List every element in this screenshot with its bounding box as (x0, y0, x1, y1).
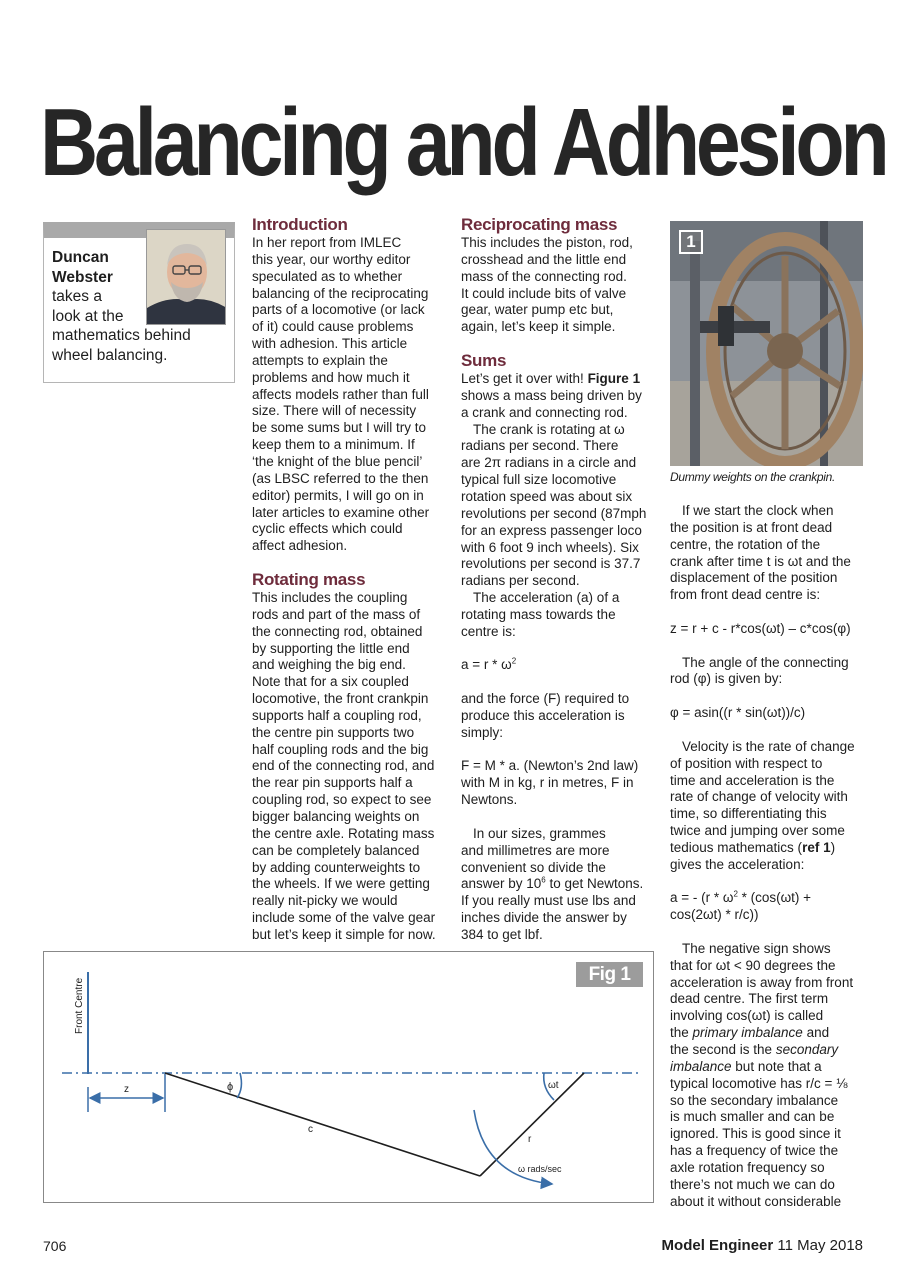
text-line: the connecting rod, obtained (252, 623, 423, 639)
text-line: balancing of the reciprocating (252, 285, 429, 301)
text-line: (as LBSC referred to the then (252, 470, 429, 486)
text-line: typical locomotive has r/c = ⅛ (670, 1075, 848, 1091)
photo-badge: 1 (679, 230, 703, 254)
rotating-text (252, 590, 447, 944)
text-line: by supporting the little end (252, 640, 410, 656)
text-line: centre, the rotation of the (670, 536, 821, 552)
text-line: really nit-picky we would (252, 893, 398, 909)
author-box (43, 222, 235, 383)
text-line: again, let’s keep it simple. (461, 319, 616, 335)
text-line: typical full size locomotive (461, 472, 617, 488)
text-line: displacement of the position (670, 570, 838, 586)
text-line: bigger balancing weights on (252, 809, 420, 824)
text-line: are 2π radians in a circle and (461, 455, 637, 471)
text-line: centre is: (461, 623, 516, 639)
photo-caption: Dummy weights on the crankpin. (670, 470, 836, 484)
equation-acc-1: a = - ($r * \omega^2 * (\cos(\omega t)$ + (670, 889, 812, 906)
text-line: a crank and connecting rod. (461, 404, 628, 420)
text-line: shows a mass being driven by (461, 387, 642, 403)
author-line: takes a (52, 288, 102, 306)
text-line: the wheels. If we were getting (252, 876, 430, 892)
issue-date: 11 May 2018 (773, 1237, 863, 1254)
column-2 (461, 214, 656, 944)
text-line: In our sizes, grammes (473, 825, 606, 841)
text-line: half coupling rods and the big (252, 741, 429, 757)
text-line: rod (φ) is given by: (670, 671, 783, 687)
text-line: convenient so divide the (461, 859, 606, 875)
label-r: r (528, 1134, 532, 1145)
text-line: gear, water pump etc but, (461, 302, 614, 318)
label-front-centre: Front Centre (74, 977, 85, 1034)
author-line: wheel balancing. (52, 346, 168, 364)
label-omega-rads: ω rads/sec (518, 1164, 562, 1174)
text-line: revolutions per second (87mph (461, 505, 647, 521)
text-line: speculated as to whether (252, 268, 403, 284)
text-line: mass of the connecting rod. (461, 268, 627, 284)
text-line: problems and how much it (252, 369, 410, 385)
text-line: In her report from IMLEC (252, 235, 402, 250)
text-line: dead centre. The first term (670, 991, 829, 1007)
text-line: with adhesion. This article (252, 336, 408, 352)
imbalance-line: imbalance but note that a (670, 1058, 822, 1074)
magazine-name: Model Engineer (661, 1237, 774, 1254)
velocity-last-line: gives the acceleration: (670, 856, 805, 872)
velocity-text (670, 739, 865, 840)
text-line: The crank is rotating at ω (473, 421, 625, 437)
text-line: produce this acceleration is (461, 707, 625, 723)
sizes-line: answer by $10^6$ to get Newtons. (461, 875, 644, 892)
sums-line: Let’s get it over with! Figure 1 (461, 371, 641, 387)
equation-f (461, 758, 656, 809)
heading-reciprocating-mass: Reciprocating mass (461, 215, 618, 234)
text-line: The negative sign shows (682, 940, 831, 956)
text-line: 384 to get lbf. (461, 926, 543, 942)
text-line: with 6 foot 9 inch wheels). Six (461, 539, 639, 555)
text-line: locomotive, the front crankpin (252, 691, 429, 707)
label-omega-t: ωt (548, 1080, 559, 1091)
sums-text-c (461, 590, 656, 641)
column-1 (252, 214, 447, 944)
sizes-text-a (461, 826, 656, 877)
equation-a: $a = r * \omega^2$ (461, 656, 517, 673)
connecting-rod (165, 1073, 480, 1176)
start-text (670, 503, 865, 604)
angle-text (670, 655, 865, 689)
force-text (461, 691, 656, 742)
text-line: inches divide the answer by (461, 910, 627, 926)
negative-text-a (670, 941, 865, 1025)
negative-text-b (670, 1076, 865, 1211)
text-line: and millimetres are more (461, 842, 610, 858)
page-title: Balancing and Adhesion (40, 89, 886, 196)
author-line: look at the (52, 307, 124, 325)
text-line: F = M * a. (Newton’s 2nd law) (461, 758, 639, 774)
text-line: the centre axle. Rotating mass (252, 825, 435, 841)
text-line: and weighing the big end. (252, 657, 406, 673)
text-line: the position is at front dead (670, 519, 833, 535)
text-line: of it) could cause problems (252, 319, 414, 335)
text-line: end of the connecting rod, and (252, 758, 435, 774)
text-line: there’s not much we can do (670, 1176, 835, 1192)
text-line: from front dead centre is: (670, 587, 821, 603)
text-line: be some sums but I will try to (252, 420, 427, 436)
footer-magazine (662, 1237, 863, 1254)
secondary-line: the second is the secondary (670, 1042, 839, 1057)
text-line: Velocity is the rate of change (682, 738, 855, 754)
sizes-text-b (461, 893, 656, 944)
text-line: This includes the coupling (252, 590, 408, 606)
text-line: keep them to a minimum. If (252, 437, 415, 453)
text-line: rotation speed was about six (461, 488, 633, 504)
text-line: and the force (F) required to (461, 691, 630, 707)
label-z: z (124, 1084, 129, 1095)
heading-introduction: Introduction (252, 215, 348, 234)
sums-text-a (461, 388, 656, 422)
text-line: for an express passenger loco (461, 522, 642, 538)
text-line: with M in kg, r in metres, F in (461, 775, 634, 791)
heading-rotating-mass: Rotating mass (252, 570, 366, 590)
label-phi: ϕ (227, 1081, 234, 1093)
text-line: affects models rather than full (252, 386, 429, 402)
author-line: mathematics behind (52, 327, 191, 345)
text-line: cyclic effects which could (252, 521, 403, 537)
text-line: simply: (461, 724, 504, 740)
text-line: is much smaller and can be (670, 1109, 835, 1125)
author-name-2: Webster (52, 268, 113, 286)
equation-z: z = r + c - r*cos(ωt) – c*cos(φ) (670, 620, 851, 636)
text-line: crank after time t is ωt and the (670, 553, 851, 569)
text-line: attempts to explain the (252, 352, 388, 368)
text-line: has a frequency of twice the (670, 1143, 839, 1159)
text-line: by adding counterweights to (252, 859, 421, 875)
crank (480, 1073, 584, 1176)
text-line: rate of change of velocity with (670, 789, 848, 805)
text-line: supports half a coupling rod, (252, 707, 422, 723)
text-line: ignored. This is good since it (670, 1126, 841, 1142)
equation-phi: φ = asin((r * sin(ωt))/c) (670, 705, 806, 721)
text-line: the centre pin supports two (252, 724, 415, 740)
text-line: time and acceleration is the (670, 772, 835, 788)
sums-text-b (461, 422, 656, 590)
text-line: include some of the valve gear (252, 910, 436, 926)
velocity-ref-line: tedious mathematics (ref 1) (670, 839, 836, 855)
intro-text (252, 235, 447, 555)
author-name-1: Duncan (52, 249, 109, 266)
text-line: It could include bits of valve (461, 285, 627, 301)
text-line: revolutions per second is 37.7 (461, 556, 641, 572)
heading-sums: Sums (461, 351, 507, 371)
text-line: crosshead and the little end (461, 251, 627, 267)
text-line: the rear pin supports half a (252, 775, 413, 791)
text-line: Note that for a six coupled (252, 674, 409, 690)
photo-dummy-weights (670, 221, 863, 466)
text-line: size. There will of necessity (252, 403, 417, 419)
text-line: twice and jumping over some (670, 823, 845, 839)
text-line: this year, our worthy editor (252, 251, 411, 267)
text-line: but let’s keep it simple for now. (252, 926, 436, 942)
text-line: involving cos(ωt) is called (670, 1008, 824, 1024)
figure-label: Fig 1 (576, 962, 643, 987)
text-line: rods and part of the mass of (252, 606, 421, 622)
page-number: 706 (43, 1238, 67, 1254)
equation-acc-2: cos(2ωt) * r/c)) (670, 907, 759, 923)
text-line: axle rotation frequency so (670, 1159, 825, 1175)
text-line: radians per second. (461, 573, 580, 589)
text-line: acceleration is away from front (670, 974, 854, 990)
primary-line: the primary imbalance and (670, 1025, 830, 1041)
text-line: so the secondary imbalance (670, 1092, 839, 1108)
text-line: Newtons. (461, 792, 518, 808)
text-line: rotating mass towards the (461, 606, 616, 622)
text-line: parts of a locomotive (or lack (252, 302, 425, 318)
text-line: The angle of the connecting (682, 654, 849, 670)
text-line: radians per second. There (461, 438, 619, 454)
text-line: This includes the piston, rod, (461, 235, 633, 250)
text-line: If we start the clock when (682, 503, 834, 518)
text-line: editor) permits, I will go on in (252, 487, 424, 503)
text-line: coupling rod, so expect to see (252, 792, 432, 808)
text-line: that for ωt < 90 degrees the (670, 957, 836, 973)
text-line: of position with respect to (670, 755, 823, 771)
text-line: time, so differentiating this (670, 806, 827, 822)
label-c: c (308, 1124, 313, 1135)
column-3 (670, 503, 865, 1210)
text-line: about it without considerable (670, 1193, 842, 1209)
text-line: affect adhesion. (252, 538, 348, 554)
figure-1 (43, 951, 654, 1203)
recip-text (461, 235, 656, 336)
text-line: The acceleration (a) of a (473, 590, 620, 606)
text-line: later articles to examine other (252, 504, 430, 520)
text-line: ‘the knight of the blue pencil’ (252, 453, 423, 469)
text-line: If you really must use lbs and (461, 893, 636, 909)
text-line: can be completely balanced (252, 842, 420, 858)
